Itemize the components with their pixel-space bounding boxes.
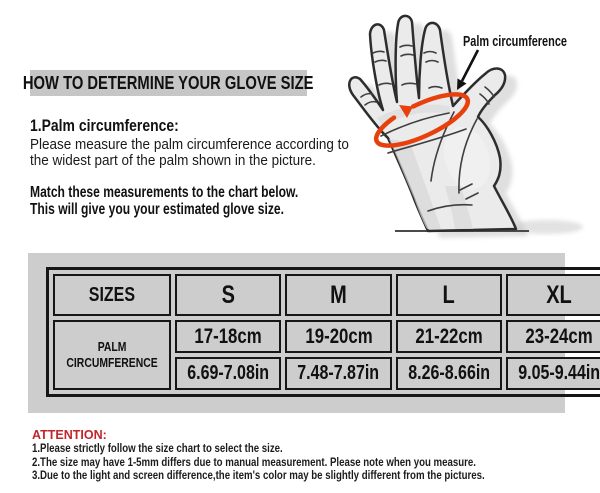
row-label-palm-circumference: PALM CIRCUMFERENCE <box>53 320 171 390</box>
size-chart-cm-row <box>53 320 600 353</box>
header-cell-l: L <box>396 274 502 316</box>
step1-text-line: Please measure the palm circumference according to <box>30 136 349 153</box>
header-cell-s: S <box>175 274 281 316</box>
inch-value-m: 7.48-7.87in <box>285 357 391 390</box>
inch-value-s: 6.69-7.08in <box>175 357 281 390</box>
header-cell-sizes: SIZES <box>53 274 171 316</box>
page-title: HOW TO DETERMINE YOUR GLOVE SIZE <box>23 72 314 93</box>
cm-value-l: 21-22cm <box>396 320 502 353</box>
cm-value-s: 17-18cm <box>175 320 281 353</box>
attention-heading: ATTENTION: <box>32 428 107 442</box>
palm-circumference-label: Palm circumference <box>463 34 567 50</box>
cm-value-m: 19-20cm <box>285 320 391 353</box>
attention-note: 1.Please strictly follow the size chart to select the size. <box>32 443 283 455</box>
match-text-line: Match these measurements to the chart below. <box>30 184 299 201</box>
header-cell-m: M <box>285 274 391 316</box>
step1-heading: 1.Palm circumference: <box>30 116 179 135</box>
step1-text-line: the widest part of the palm shown in the picture. <box>30 151 316 169</box>
inch-value-xl: 9.05-9.44in <box>506 357 600 390</box>
size-chart-header-row <box>53 274 600 316</box>
attention-note: 3.Due to the light and screen difference,the item's color may be slightly different from the pictures. <box>32 470 485 482</box>
attention-block <box>32 428 571 484</box>
cm-value-xl: 23-24cm <box>506 320 600 353</box>
title-bar <box>23 70 314 96</box>
match-text-line: This will give you your estimated glove size. <box>30 201 284 218</box>
size-chart-table <box>46 267 600 397</box>
header-cell-xl: XL <box>506 274 600 316</box>
hand-illustration <box>315 0 600 265</box>
attention-note: 2.The size may have 1-5mm differs due to manual measurement. Please note when you measure. <box>32 456 476 469</box>
inch-value-l: 8.26-8.66in <box>396 357 502 390</box>
